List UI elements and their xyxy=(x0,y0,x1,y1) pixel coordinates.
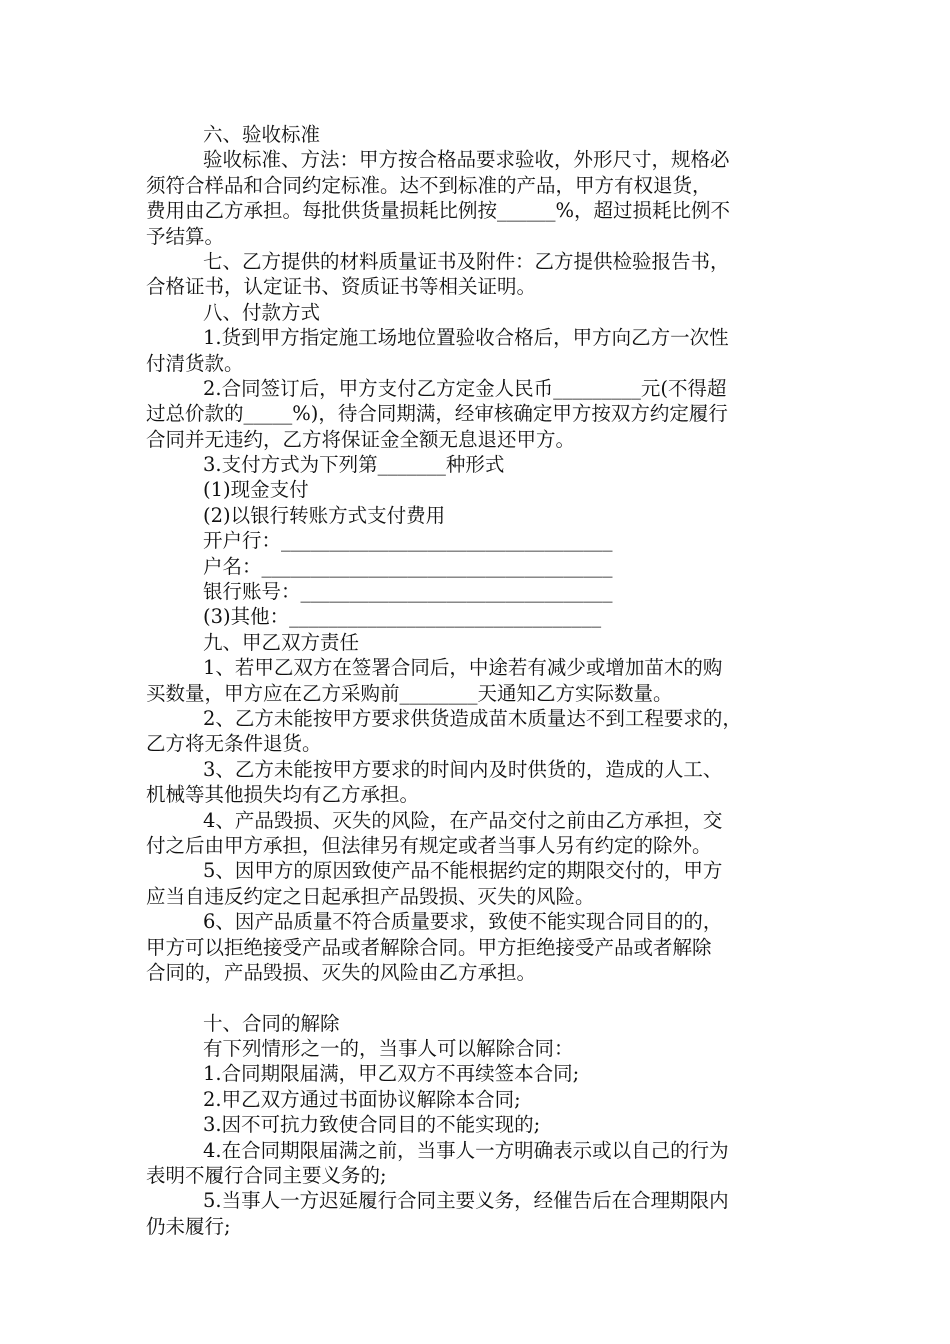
text-line: 十、合同的解除 xyxy=(203,1011,340,1035)
text-line: 应当自违反约定之日起承担产品毁损、灭失的风险。 xyxy=(146,884,595,908)
text-line: (1)现金支付 xyxy=(203,478,309,502)
text-line: (2)以银行转账方式支付费用 xyxy=(203,503,446,527)
text-line: 1、若甲乙双方在签署合同后，中途若有减少或增加苗木的购 xyxy=(203,656,723,680)
text-line: 费用由乙方承担。每批供货量损耗比例按______%，超过损耗比例不 xyxy=(146,199,731,223)
text-line: (3)其他：________________________________ xyxy=(203,605,602,629)
text-line: 2、乙方未能按甲方要求供货造成苗木质量达不到工程要求的， xyxy=(203,706,742,730)
text-line: 开户行：__________________________________ xyxy=(203,529,613,553)
text-line: 3.支付方式为下列第_______种形式 xyxy=(203,453,505,477)
text-line: 过总价款的_____%)，待合同期满，经审核确定甲方按双方约定履行 xyxy=(146,402,728,426)
text-line: 八、付款方式 xyxy=(203,300,321,324)
text-line: 2.甲乙双方通过书面协议解除本合同; xyxy=(203,1087,521,1111)
text-line: 6、因产品质量不符合质量要求，致使不能实现合同目的的， xyxy=(203,910,723,934)
text-line: 5.当事人一方迟延履行合同主要义务，经催告后在合理期限内 xyxy=(203,1189,729,1213)
text-line: 5、因甲方的原因致使产品不能根据约定的期限交付的，甲方 xyxy=(203,859,723,883)
text-line: 仍未履行; xyxy=(146,1214,231,1238)
text-line: 须符合样品和合同约定标准。达不到标准的产品，甲方有权退货， xyxy=(146,173,712,197)
text-line: 3、乙方未能按甲方要求的时间内及时供货的，造成的人工、 xyxy=(203,757,723,781)
text-line: 六、验收标准 xyxy=(203,123,321,146)
text-line: 九、甲乙双方责任 xyxy=(203,630,360,654)
text-line: 1.货到甲方指定施工场地位置验收合格后，甲方向乙方一次性 xyxy=(203,326,729,350)
text-line: 予结算。 xyxy=(146,224,225,248)
text-line: 合同并无违约，乙方将保证金全额无息退还甲方。 xyxy=(146,427,576,451)
text-line: 合同的，产品毁损、灭失的风险由乙方承担。 xyxy=(146,960,537,984)
text-line: 付清货款。 xyxy=(146,351,244,375)
text-line: 3.因不可抗力致使合同目的不能实现的; xyxy=(203,1113,541,1137)
text-line: 合格证书，认定证书、资质证书等相关证明。 xyxy=(146,275,537,299)
text-line: 甲方可以拒绝接受产品或者解除合同。甲方拒绝接受产品或者解除 xyxy=(146,935,712,959)
text-line: 付之后由甲方承担，但法律另有规定或者当事人另有约定的除外。 xyxy=(146,833,712,857)
text-line: 七、乙方提供的材料质量证书及附件：乙方提供检验报告书， xyxy=(203,249,730,273)
text-line: 有下列情形之一的，当事人可以解除合同： xyxy=(203,1037,574,1061)
text-line: 银行账号：________________________________ xyxy=(203,580,613,604)
text-line: 买数量，甲方应在乙方采购前________天通知乙方实际数量。 xyxy=(146,681,673,705)
document-page xyxy=(146,122,812,1239)
text-line: 1.合同期限届满，甲乙双方不再续签本合同; xyxy=(203,1062,580,1086)
text-line: 2.合同签订后，甲方支付乙方定金人民币_________元(不得超 xyxy=(203,376,727,400)
text-line: 户名：____________________________________ xyxy=(203,554,613,578)
text-line: 验收标准、方法：甲方按合格品要求验收，外形尺寸，规格必 xyxy=(203,148,730,172)
text-line: 机械等其他损失均有乙方承担。 xyxy=(146,783,420,807)
blank-line xyxy=(146,985,812,1010)
text-line: 4.在合同期限届满之前，当事人一方明确表示或以自己的行为 xyxy=(203,1138,729,1162)
text-line: 4、产品毁损、灭失的风险，在产品交付之前由乙方承担，交 xyxy=(203,808,723,832)
text-line: 乙方将无条件退货。 xyxy=(146,732,322,756)
text-line: 表明不履行合同主要义务的; xyxy=(146,1164,387,1188)
